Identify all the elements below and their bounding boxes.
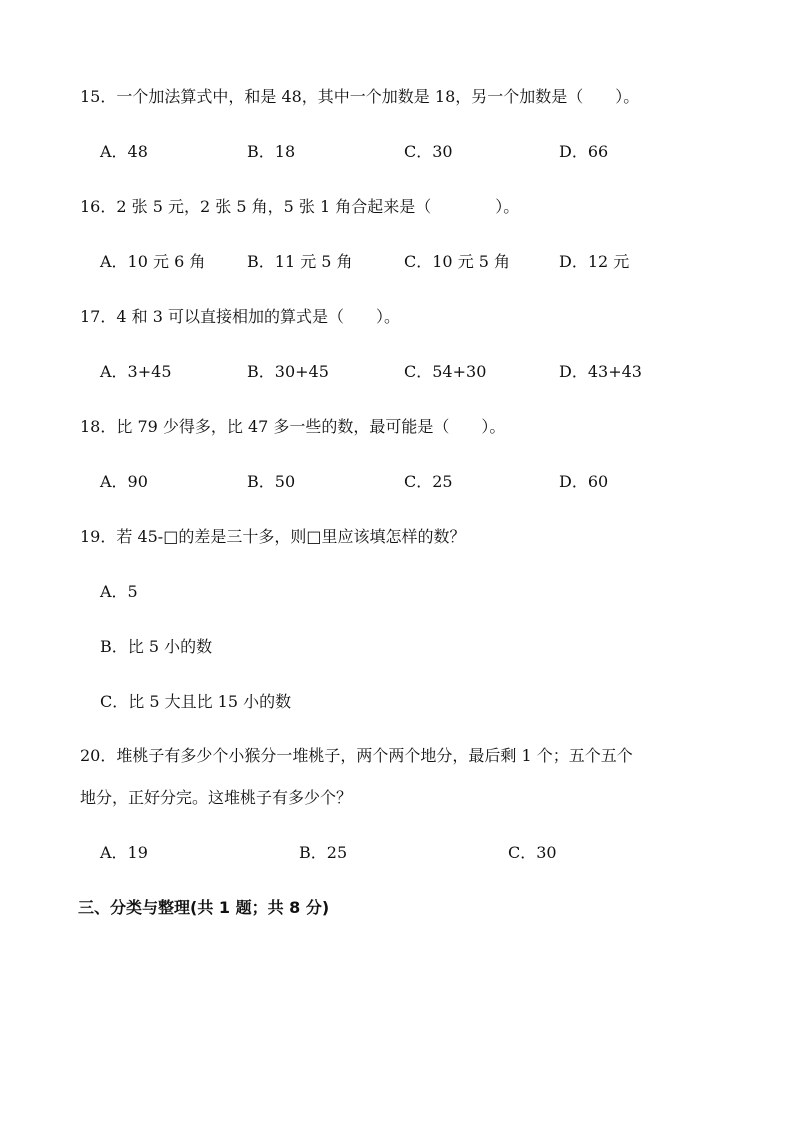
question-17-option-d[interactable]: D．43+43 bbox=[559, 362, 642, 381]
question-19-option-c[interactable]: C．比 5 大且比 15 小的数 bbox=[100, 692, 292, 711]
question-18-option-c[interactable]: C．25 bbox=[404, 472, 453, 491]
question-16-option-c[interactable]: C．10 元 5 角 bbox=[404, 252, 511, 271]
question-16-option-d[interactable]: D．12 元 bbox=[559, 252, 630, 271]
question-18-option-a[interactable]: A．90 bbox=[100, 472, 148, 491]
question-19-option-a[interactable]: A．5 bbox=[100, 582, 138, 601]
question-15-stem: 15．一个加法算式中，和是 48，其中一个加数是 18，另一个加数是（ ）。 bbox=[80, 87, 640, 106]
question-17-stem: 17．4 和 3 可以直接相加的算式是（ ）。 bbox=[80, 307, 400, 326]
question-16-option-a[interactable]: A．10 元 6 角 bbox=[100, 252, 206, 271]
question-20-stem-line-2: 地分，正好分完。这堆桃子有多少个？ bbox=[80, 788, 353, 807]
question-18-stem: 18．比 79 少得多，比 47 多一些的数，最可能是（ ）。 bbox=[80, 417, 506, 436]
question-20-option-b[interactable]: B．25 bbox=[299, 843, 348, 862]
question-17-option-a[interactable]: A．3+45 bbox=[100, 362, 172, 381]
question-16-stem: 16．2 张 5 元，2 张 5 角，5 张 1 角合起来是（ ）。 bbox=[80, 197, 520, 216]
question-18-option-d[interactable]: D．60 bbox=[559, 472, 609, 491]
question-15-option-b[interactable]: B．18 bbox=[247, 142, 296, 161]
question-20-option-a[interactable]: A．19 bbox=[100, 843, 148, 862]
question-15-option-c[interactable]: C．30 bbox=[404, 142, 453, 161]
question-15-option-a[interactable]: A．48 bbox=[100, 142, 148, 161]
question-17-option-c[interactable]: C．54+30 bbox=[404, 362, 487, 381]
question-20-stem-line-1: 20．堆桃子有多少个小猴分一堆桃子，两个两个地分，最后剩 1 个；五个五个 bbox=[80, 746, 633, 765]
section-heading: 三、分类与整理(共 1 题；共 8 分) bbox=[78, 898, 330, 917]
question-19-option-b[interactable]: B．比 5 小的数 bbox=[100, 637, 213, 656]
question-19-stem: 19．若 45-□的差是三十多，则□里应该填怎样的数？ bbox=[80, 527, 466, 546]
question-16-option-b[interactable]: B．11 元 5 角 bbox=[247, 252, 353, 271]
question-17-option-b[interactable]: B．30+45 bbox=[247, 362, 329, 381]
question-15-option-d[interactable]: D．66 bbox=[559, 142, 609, 161]
question-18-option-b[interactable]: B．50 bbox=[247, 472, 296, 491]
question-20-option-c[interactable]: C．30 bbox=[508, 843, 557, 862]
